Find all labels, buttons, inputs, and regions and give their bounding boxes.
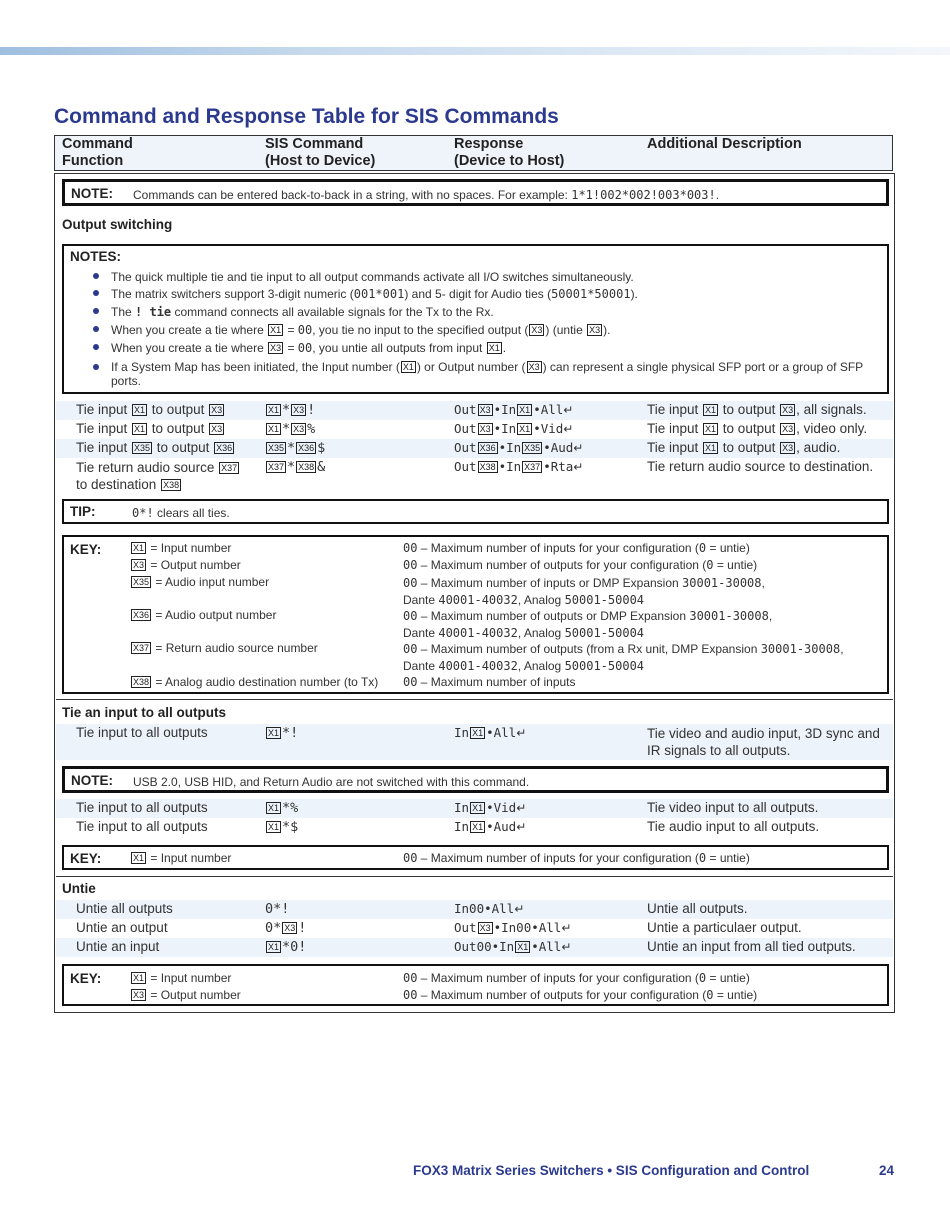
key-item: X1 = Input number	[133, 971, 232, 985]
note-text: Commands can be entered back-to-back in a string, with no spaces. For example: 1*1!002*002!003*003!.	[133, 188, 720, 202]
key-item: X35 = Audio input number	[133, 575, 270, 589]
table-row: Tie input to all outputs X1 *% In X1 •Vid↵ Tie video input to all outputs.	[56, 799, 893, 818]
key-range: 00 – Maximum number of outputs for your configuration (0 = untie)	[403, 988, 758, 1002]
page-title: Command and Response Table for SIS Commands	[54, 105, 559, 128]
note-box	[62, 179, 889, 206]
key-range: 00 – Maximum number of inputs for your configuration (0 = untie)	[403, 541, 750, 555]
key-range: 00 – Maximum number of inputs for your configuration (0 = untie)	[403, 971, 750, 985]
header-response: Response (Device to Host)	[454, 136, 565, 169]
table-header	[54, 135, 893, 171]
note-box	[62, 766, 889, 793]
section-title-output-switching: Output switching	[62, 217, 173, 232]
header-command-function: Command Function	[62, 136, 133, 169]
key-item: X3 = Output number	[133, 558, 241, 572]
bullet	[93, 326, 99, 332]
note-item: The matrix switchers support 3-digit numeric (001*001) and 5- digit for Audio ties (50001*50001).	[111, 287, 638, 301]
return-icon: ↵	[563, 422, 574, 436]
note-text: USB 2.0, USB HID, and Return Audio are not switched with this command.	[133, 775, 530, 789]
key-range: 00 – Maximum number of inputs or DMP Expansion 30001-30008, Dante 40001-40032, Analog 50001-50004	[403, 576, 765, 607]
section-title-untie: Untie	[62, 881, 96, 896]
note-label: NOTE:	[71, 186, 113, 201]
return-icon: ↵	[516, 726, 527, 740]
note-label: NOTE:	[71, 773, 113, 788]
return-icon: ↵	[561, 921, 572, 935]
key-label: KEY:	[70, 542, 102, 557]
key-range: 00 – Maximum number of inputs	[403, 675, 576, 689]
tip-label: TIP:	[70, 504, 96, 519]
return-icon: ↵	[514, 902, 525, 916]
table-row: Untie all outputs 0*! In00•All↵ Untie all outputs.	[56, 900, 893, 919]
tip-box	[62, 499, 889, 524]
bullet	[93, 308, 99, 314]
section-title-tie-all: Tie an input to all outputs	[62, 705, 226, 720]
note-item: When you create a tie where X3 = 00, you untie all outputs from input X1 .	[111, 341, 507, 355]
table-row: Tie input X35 to output X36 X35 * X36 $ Out X36 •In X35 •Aud↵ Tie input X1 to output X3 , audio.	[56, 439, 893, 458]
table-row: Untie an input X1 *0! Out00•In X1 •All↵ Untie an input from all tied outputs.	[56, 938, 893, 957]
key-range: 00 – Maximum number of outputs (from a Rx unit, DMP Expansion 30001-30008, Dante 40001-40032, Analog 50001-50004	[403, 642, 844, 673]
note-item: If a System Map has been initiated, the Input number ( X1 ) or Output number ( X3 ) can represent a single physical SFP port or a group of SFP ports.	[111, 360, 864, 388]
note-item: When you create a tie where X1 = 00, you tie no input to the specified output ( X3 ) (untie X3 ).	[111, 323, 611, 337]
key-item: X1 = Input number	[133, 851, 232, 865]
section-divider	[56, 876, 893, 877]
key-range: 00 – Maximum number of outputs or DMP Expansion 30001-30008, Dante 40001-40032, Analog 50001-50004	[403, 609, 773, 640]
return-icon: ↵	[573, 460, 584, 474]
bullet	[93, 290, 99, 296]
table-row: Tie input X1 to output X3 X1 * X3 % Out X3 •In X1 •Vid↵ Tie input X1 to output X3 , video only.	[76, 421, 868, 437]
key-item: X1 = Input number	[133, 541, 232, 555]
bullet	[93, 364, 99, 370]
table-row: Tie input to all outputs X1 *$ In X1 •Aud↵ Tie audio input to all outputs.	[76, 819, 820, 835]
top-gradient-bar	[0, 47, 950, 55]
header-additional-description: Additional Description	[647, 136, 802, 152]
return-icon: ↵	[573, 441, 584, 455]
table-row: Tie input X1 to output X3 X1 * X3 ! Out X3 •In X1 •All↵ Tie input X1 to output X3 , all signals.	[56, 401, 893, 420]
note-item: The quick multiple tie and tie input to all output commands activate all I/O switches simultaneously.	[111, 270, 634, 284]
key-label: KEY:	[70, 851, 102, 866]
note-item: The ! tie command connects all available signals for the Tx to the Rx.	[111, 305, 494, 319]
return-icon: ↵	[561, 940, 572, 954]
key-item: X3 = Output number	[133, 988, 241, 1002]
footer-title: FOX3 Matrix Series Switchers • SIS Configuration and Control	[413, 1163, 810, 1178]
return-icon: ↵	[563, 403, 574, 417]
notes-label: NOTES:	[70, 249, 122, 264]
key-label: KEY:	[70, 971, 102, 986]
key-range: 00 – Maximum number of outputs for your configuration (0 = untie)	[403, 558, 758, 572]
key-item: X38 = Analog audio destination number (to Tx)	[133, 675, 379, 689]
table-row: Untie an output 0* X3 ! Out X3 •In00•All↵ Untie a particulaer output.	[76, 920, 802, 936]
header-sis-command: SIS Command (Host to Device)	[265, 136, 376, 169]
key-item: X36 = Audio output number	[133, 608, 277, 622]
bullet	[93, 273, 99, 279]
tip-text: 0*! clears all ties.	[132, 506, 230, 520]
bullet	[93, 344, 99, 350]
page-number: 24	[879, 1163, 895, 1178]
table-row: Tie input to all outputs X1 *! In X1 •All↵ Tie video and audio input, 3D sync and IR signals to all outputs.	[56, 724, 893, 760]
table-row: Tie return audio source X37 to destination X38 X37 * X38 & Out X38 •In X37 •Rta↵ Tie return audio source to destination.	[76, 459, 874, 492]
return-icon: ↵	[516, 801, 527, 815]
key-item: X37 = Return audio source number	[133, 641, 318, 655]
key-range: 00 – Maximum number of inputs for your configuration (0 = untie)	[403, 851, 750, 865]
return-icon: ↵	[516, 820, 527, 834]
section-divider	[56, 699, 893, 700]
